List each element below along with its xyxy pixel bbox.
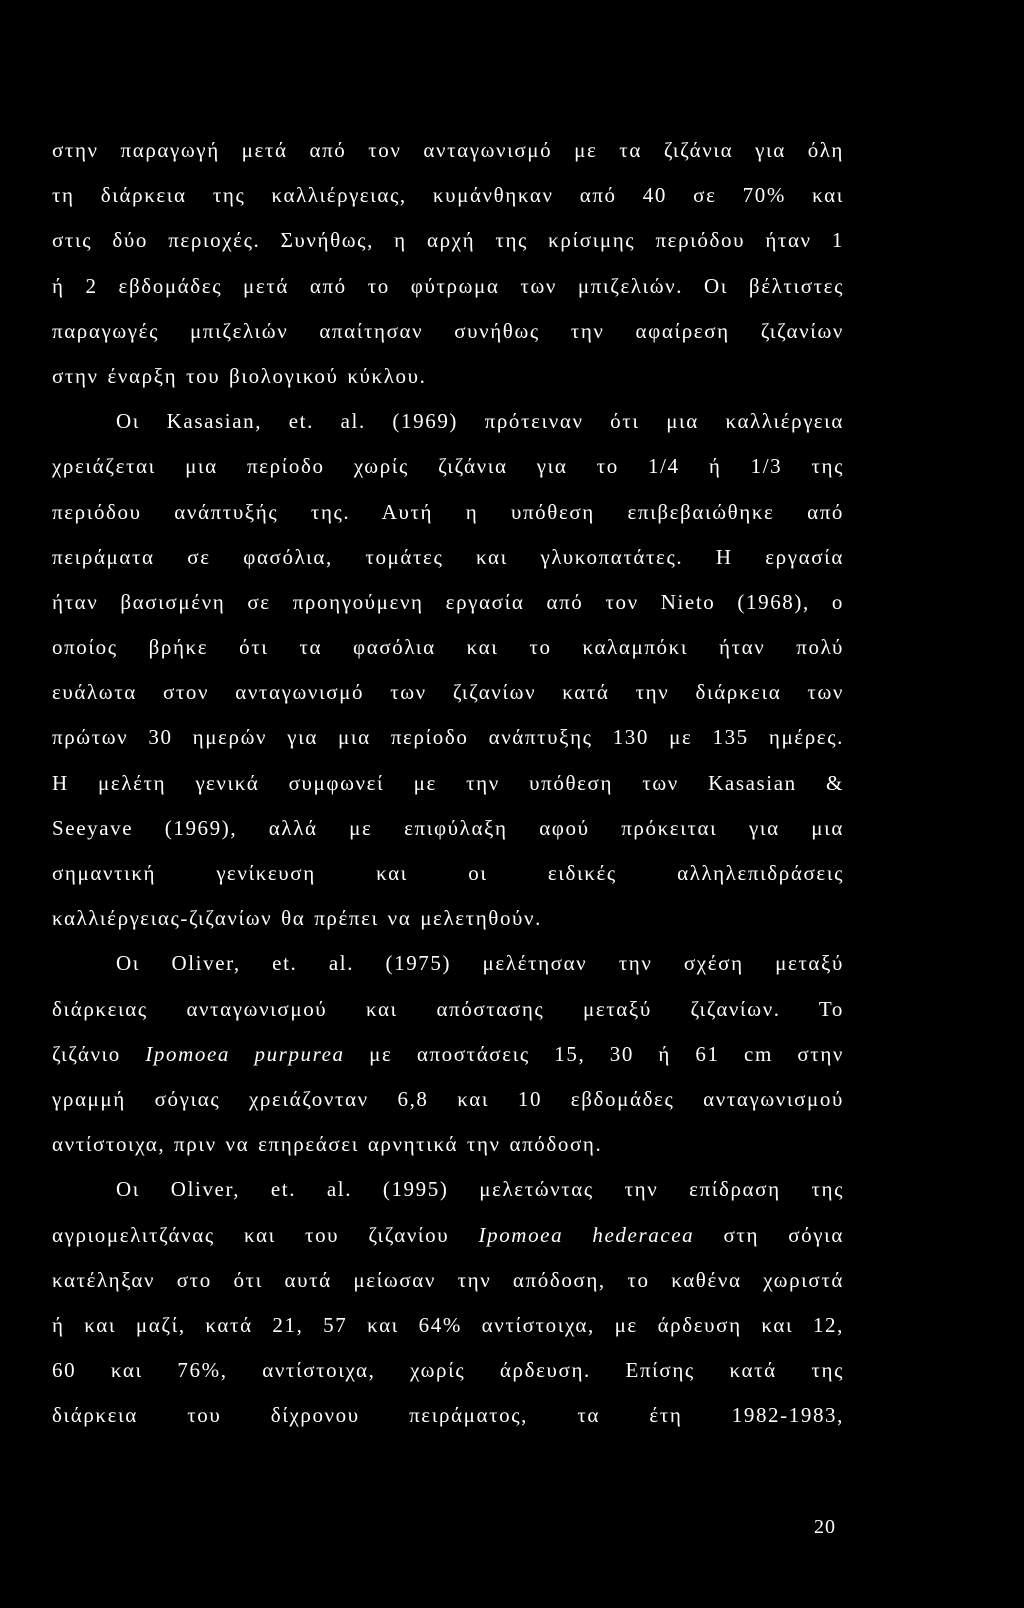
text-line: Seeyave (1969), αλλά με επιφύλαξη αφού πρόκειται για μια [52,815,844,840]
text-line: ή 2 εβδομάδες μετά από το φύτρωμα των μπιζελιών. Οι βέλτιστες [52,273,844,298]
text-line: πρώτων 30 ημερών για μια περίοδο ανάπτυξης 130 με 135 ημέρες. [52,725,844,750]
text-line: Οι Oliver, et. al. (1975) μελέτησαν την σχέση μεταξύ [116,951,844,976]
text-line: 60 και 76%, αντίστοιχα, χωρίς άρδευση. Επίσης κατά της [52,1358,844,1383]
text-line: οποίος βρήκε ότι τα φασόλια και το καλαμπόκι ήταν πολύ [52,635,844,660]
text-line: διάρκεια του δίχρονου πειράματος, τα έτη 1982-1983, [52,1403,844,1428]
text-line [52,1032,844,1077]
text-line: καλλιέργειας-ζιζανίων θα πρέπει να μελετηθούν. [52,906,542,931]
text-segment: στη σόγια [694,1222,845,1247]
text-segment: με αποστάσεις 15, 30 ή 61 cm στην [344,1041,844,1066]
text-line: ήταν βασισμένη σε προηγούμενη εργασία από τον Nieto (1968), ο [52,589,844,614]
text-line: στις δύο περιοχές. Συνήθως, η αρχή της κρίσιμης περιόδου ήταν 1 [52,228,844,253]
text-line: ή και μαζί, κατά 21, 57 και 64% αντίστοιχα, με άρδευση και 12, [52,1312,844,1337]
text-line: ευάλωτα στον ανταγωνισμό των ζιζανίων κατά την διάρκεια των [52,680,844,705]
text-segment: ζιζάνιο [52,1041,146,1066]
text-line: σημαντική γενίκευση και οι ειδικές αλληλεπιδράσεις [52,861,844,885]
text-line: Οι Oliver, et. al. (1995) μελετώντας την επίδραση της [116,1177,844,1202]
text-line: Η μελέτη γενικά συμφωνεί με την υπόθεση των Kasasian & [52,770,844,795]
page-number: 20 [814,1516,836,1538]
text-line: στην έναρξη του βιολογικού κύκλου. [52,363,427,388]
text-line: Οι Kasasian, et. al. (1969) πρότειναν ότι μια καλλιέργεια [116,409,844,434]
text-segment: αγριομελιτζάνας και του ζιζανίου [52,1222,479,1247]
text-line: χρειάζεται μια περίοδο χωρίς ζιζάνια για το 1/4 ή 1/3 της [52,454,844,479]
text-line: κατέληξαν στο ότι αυτά μείωσαν την απόδοση, το καθένα χωριστά [52,1267,844,1292]
text-line: περιόδου ανάπτυξής της. Αυτή η υπόθεση επιβεβαιώθηκε από [52,499,844,524]
species-name: Ipomoea purpurea [145,1041,345,1066]
text-line: τη διάρκεια της καλλιέργειας, κυμάνθηκαν από 40 σε 70% και [52,183,844,208]
text-line: αντίστοιχα, πριν να επηρεάσει αρνητικά την απόδοση. [52,1132,603,1157]
text-line: πειράματα σε φασόλια, τομάτες και γλυκοπατάτες. Η εργασία [52,544,844,569]
text-line: παραγωγές μπιζελιών απαίτησαν συνήθως την αφαίρεση ζιζανίων [52,318,844,343]
text-line [52,1213,844,1258]
species-name: Ipomoea hederacea [478,1222,695,1247]
document-body [52,128,844,1438]
text-line: στην παραγωγή μετά από τον ανταγωνισμό με τα ζιζάνια για όλη [52,138,844,162]
text-line: διάρκειας ανταγωνισμού και απόστασης μεταξύ ζιζανίων. Το [52,996,844,1021]
text-line: γραμμή σόγιας χρειάζονταν 6,8 και 10 εβδομάδες ανταγωνισμού [52,1086,844,1111]
